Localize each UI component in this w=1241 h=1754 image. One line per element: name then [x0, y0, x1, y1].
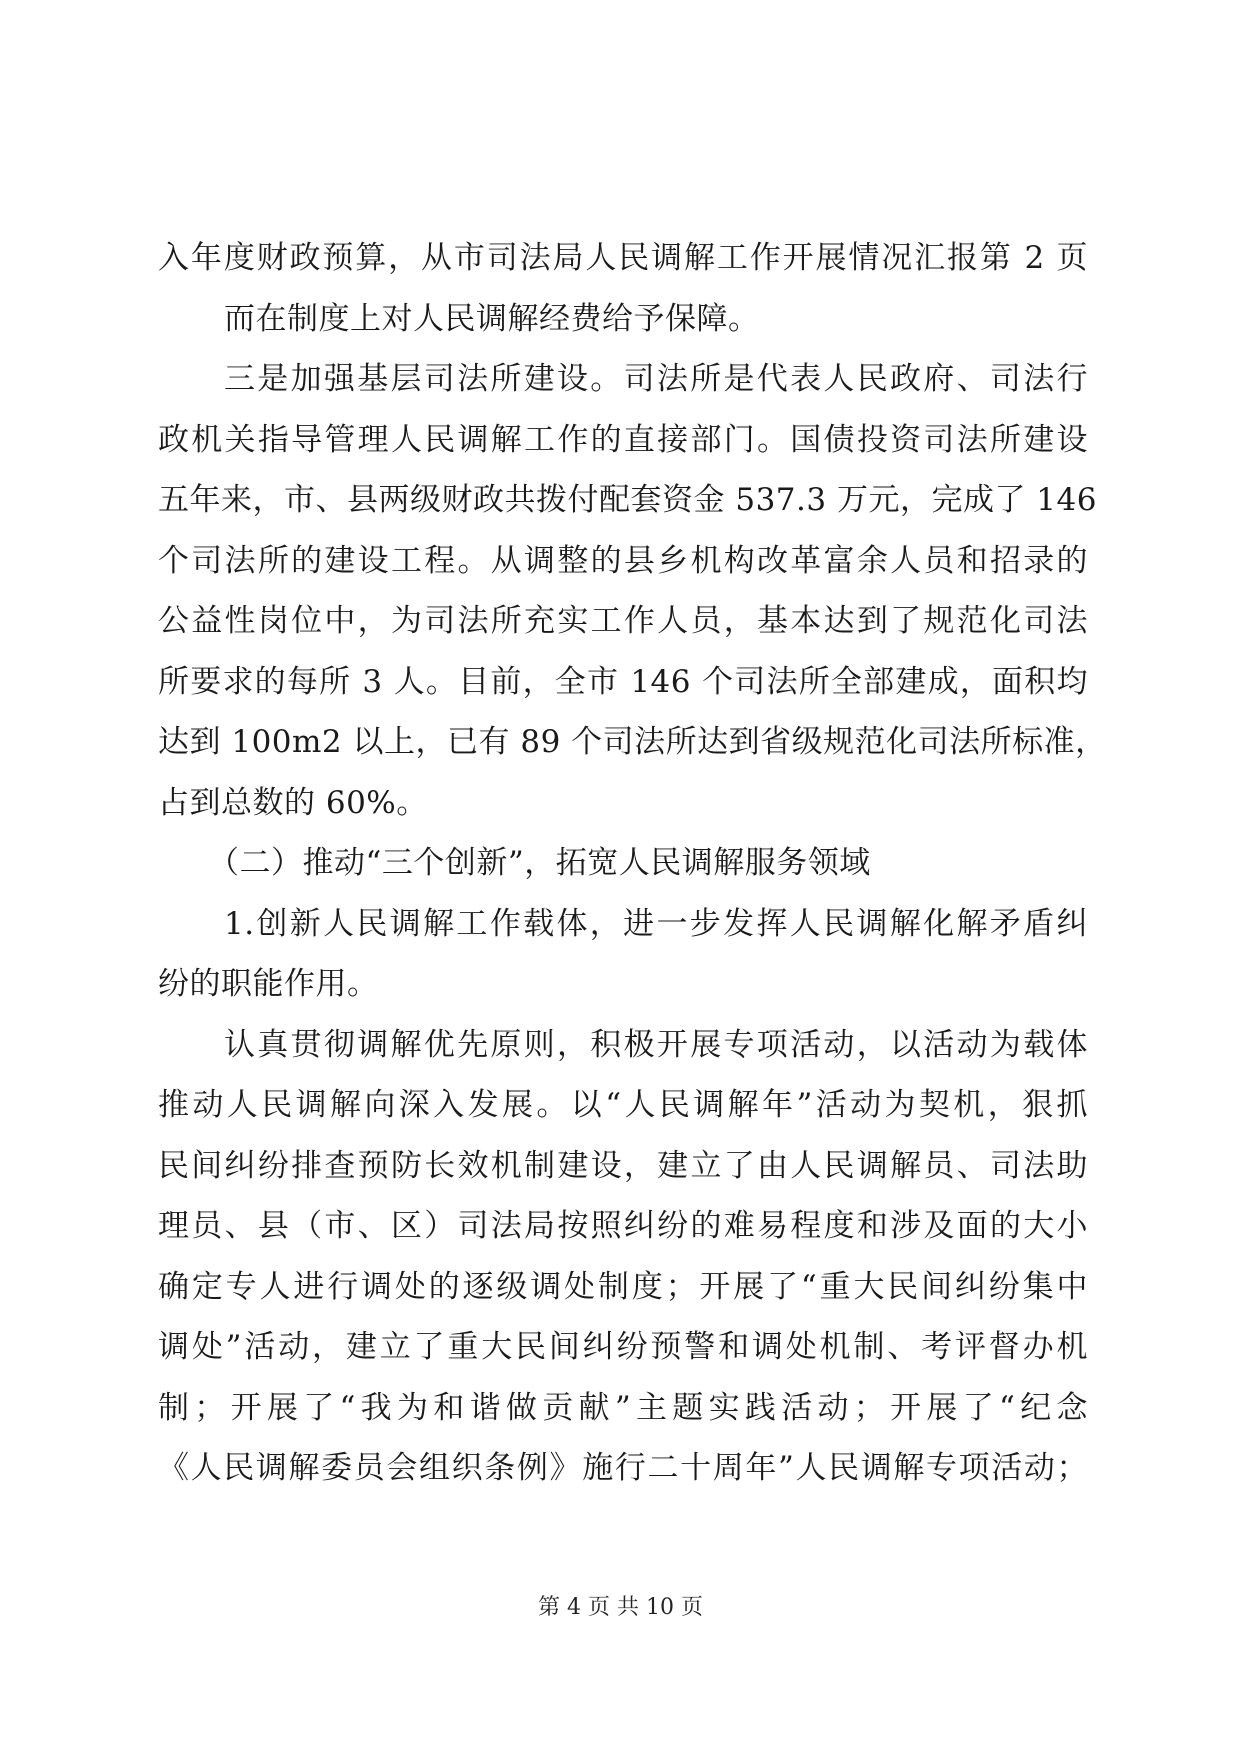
text-line: 个司法所的建设工程。从调整的县乡机构改革富余人员和招录的: [158, 542, 1088, 579]
text-line: 理员、县（市、区）司法局按照纠纷的难易程度和涉及面的大小: [158, 1208, 1088, 1244]
text-line: 达到 100m2 以上，已有 89 个司法所达到省级规范化司法所标准，: [158, 724, 1107, 760]
page-number: 第 4 页 共 10 页: [538, 1595, 703, 1620]
text-line: 所要求的每所 3 人。目前，全市 146 个司法所全部建成，面积均: [158, 663, 1088, 700]
text-line: 民间纠纷排查预防长效机制建设，建立了由人民调解员、司法助: [158, 1147, 1088, 1184]
text-line: 推动人民调解向深入发展。以“人民调解年”活动为契机，狠抓: [158, 1087, 1088, 1123]
text-line: 政机关指导管理人民调解工作的直接部门。国债投资司法所建设: [158, 421, 1088, 458]
text-line: 纷的职能作用。: [158, 966, 379, 1002]
text-line: 调处”活动，建立了重大民间纠纷预警和调处机制、考评督办机: [158, 1329, 1088, 1365]
section-heading: （二）推动“三个创新”，拓宽人民调解服务领域: [208, 845, 871, 881]
text-line: 占到总数的 60%。: [158, 784, 428, 821]
text-line: 确定专人进行调处的逐级调处制度；开展了“重大民间纠纷集中: [158, 1268, 1088, 1305]
text-line: 公益性岗位中，为司法所充实工作人员，基本达到了规范化司法: [158, 603, 1088, 639]
page-footer: [0, 1590, 1241, 1621]
text-line: 而在制度上对人民调解经费给予保障。: [224, 300, 760, 337]
text-line: 认真贯彻调解优先原则，积极开展专项活动，以活动为载体: [224, 1026, 1088, 1063]
text-line: 1.创新人民调解工作载体，进一步发挥人民调解化解矛盾纠: [224, 905, 1088, 942]
body-text: [158, 228, 1107, 1499]
text-line: 入年度财政预算，从市司法局人民调解工作开展情况汇报第 2 页: [158, 240, 1088, 276]
text-line: 《人民调解委员会组织条例》施行二十周年”人民调解专项活动；: [158, 1450, 1088, 1486]
text-line: 三是加强基层司法所建设。司法所是代表人民政府、司法行: [224, 361, 1088, 397]
text-line: 五年来，市、县两级财政共拨付配套资金 537.3 万元，完成了 146: [158, 482, 1097, 518]
text-line: 制；开展了“我为和谐做贡献”主题实践活动；开展了“纪念: [158, 1389, 1088, 1426]
